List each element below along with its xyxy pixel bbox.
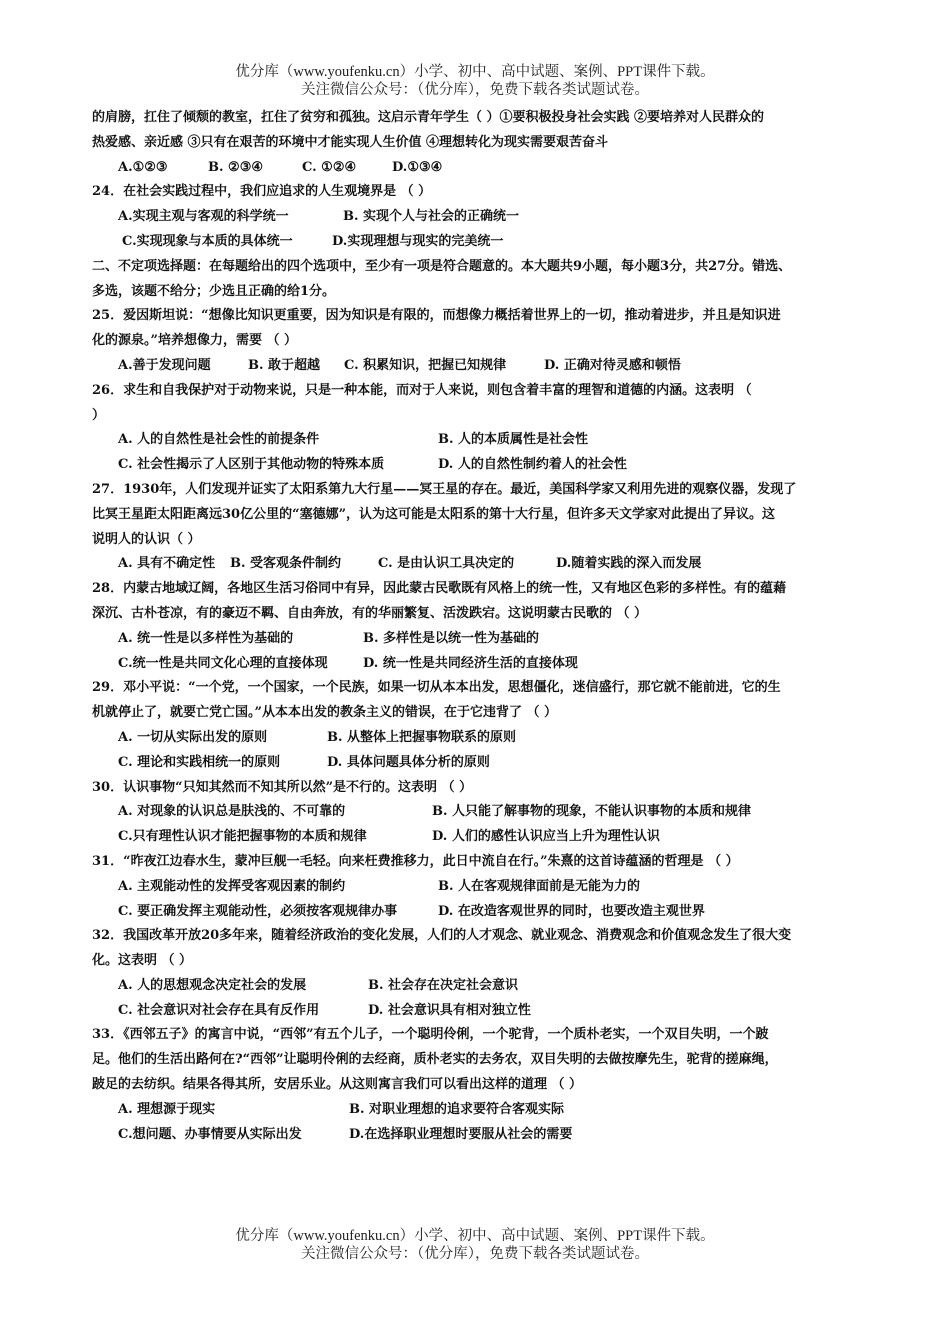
- q27-line-3: 说明人的认识（ ）: [92, 531, 201, 547]
- q27-line-2: 比冥王星距太阳距离远30亿公里的“塞德娜”，认为这可能是太阳系的第十大行星，但许多天文学家对此提出了异议。这: [92, 506, 776, 522]
- q31-options-row-1: [92, 875, 882, 900]
- q27-options: [92, 552, 882, 577]
- q29-option-d: D. 具体问题具体分析的原则: [327, 754, 490, 770]
- q29-option-a: A. 一切从实际出发的原则: [118, 729, 268, 745]
- q31-option-b: B. 人在客观规律面前是无能为力的: [438, 878, 641, 894]
- q30-option-b: B. 人只能了解事物的现象，不能认识事物的本质和规律: [432, 804, 752, 820]
- footer-line-2: 关注微信公众号：（优分库），免费下载各类试题试卷。: [301, 1246, 649, 1262]
- q25-option-d: D. 正确对待灵感和顿悟: [544, 357, 681, 373]
- page-footer: [0, 1227, 950, 1263]
- q26-option-c: C. 社会性揭示了人区别于其他动物的特殊本质: [118, 457, 385, 473]
- q24-option-c: C.实现现象与本质的具体统一: [122, 233, 293, 249]
- q25-line-2: 化的源泉。”培养想像力，需要 （ ）: [92, 333, 298, 349]
- q24-option-b: B. 实现个人与社会的正确统一: [343, 209, 520, 225]
- q32-option-a: A. 人的思想观念决定社会的发展: [118, 977, 307, 993]
- q33-option-c: C.想问题、办事情要从实际出发: [118, 1126, 302, 1142]
- q28-options-row-2: [92, 652, 882, 677]
- q33-options-row-1: [92, 1098, 882, 1123]
- q26-option-a: A. 人的自然性是社会性的前提条件: [118, 432, 320, 448]
- q23-option-b: B. ②③④: [208, 159, 264, 175]
- page-header: [0, 63, 950, 99]
- q31-option-c: C. 要正确发挥主观能动性，必须按客观规律办事: [118, 903, 398, 919]
- q26-option-b: B. 人的本质属性是社会性: [438, 432, 589, 448]
- q29-options-row-1: [92, 726, 882, 751]
- q25-option-b: B. 敢于超越: [248, 357, 321, 373]
- q32-line-2: 化。这表明 （ ）: [92, 953, 193, 969]
- q27-option-b: B. 受客观条件制约: [230, 556, 342, 572]
- q24-stem: 24．在社会实践过程中，我们应追求的人生观境界是 （ ）: [92, 184, 432, 200]
- q33-line-3: 跛足的去纺织。结果各得其所，安居乐业。从这则寓言我们可以看出这样的道理 （ ）: [92, 1077, 583, 1093]
- q28-line-1: 28．内蒙古地域辽阔，各地区生活习俗同中有异，因此蒙古民歌既有风格上的统一性，又有地区色彩的多样性。有的蕴藉: [92, 581, 787, 597]
- q29-options-row-2: [92, 751, 882, 776]
- q26-options-row-1: [92, 428, 882, 453]
- q32-option-b: B. 社会存在决定社会意识: [368, 977, 519, 993]
- q31-option-a: A. 主观能动性的发挥受客观因素的制约: [118, 878, 346, 894]
- q33-options-row-2: [92, 1123, 882, 1148]
- q26-options-row-2: [92, 453, 882, 478]
- q24-option-d: D.实现理想与现实的完美统一: [332, 233, 504, 249]
- q28-option-a: A. 统一性是以多样性为基础的: [118, 630, 294, 646]
- q24-options-row-2: [92, 230, 882, 255]
- q30-option-d: D. 人们的感性认识应当上升为理性认识: [432, 829, 660, 845]
- q25-line-1: 25．爱因斯坦说：“想像比知识更重要，因为知识是有限的，而想像力概括着世界上的一切，推动着进步，并且是知识进: [92, 308, 781, 324]
- q32-option-c: C. 社会意识对社会存在具有反作用: [118, 1002, 320, 1018]
- q24-options-row-1: [92, 205, 882, 230]
- q30-options-row-1: [92, 800, 882, 825]
- q32-option-d: D. 社会意识具有相对独立性: [368, 1002, 531, 1018]
- q28-option-d: D. 统一性是共同经济生活的直接体现: [363, 655, 578, 671]
- q30-option-c: C.只有理性认识才能把握事物的本质和规律: [118, 829, 367, 845]
- q25-options: [92, 354, 882, 379]
- q32-options-row-1: [92, 974, 882, 999]
- q27-line-1: 27．1930年，人们发现并证实了太阳系第九大行星——冥王星的存在。最近，美国科学家又利用先进的观察仪器，发现了: [92, 481, 797, 497]
- q27-option-a: A. 具有不确定性: [118, 556, 216, 572]
- q33-line-1: 33．《西邻五子》的寓言中说，“西邻”有五个儿子，一个聪明伶俐，一个驼背，一个质朴老实，一个双目失明，一个跛: [92, 1027, 769, 1043]
- q23-option-c: C. ①②④: [302, 159, 357, 175]
- q26-line-2: ）: [92, 407, 106, 423]
- q33-option-a: A. 理想源于现实: [118, 1101, 216, 1117]
- q25-option-a: A.善于发现问题: [118, 357, 211, 373]
- header-line-1: 优分库（www.youfenku.cn）小学、初中、高中试题、案例、PPT课件下载。: [235, 64, 715, 80]
- q23-line-1: 的肩膀，扛住了倾颓的教室，扛住了贫穷和孤独。这启示青年学生（ ）①要积极投身社会实践 ②要培养对人民群众的: [92, 110, 765, 125]
- q24-option-a: A.实现主观与客观的科学统一: [118, 209, 289, 225]
- section-2-instructions: 多选，该题不给分；少选且正确的给1分。: [92, 283, 336, 299]
- q26-option-d: D. 人的自然性制约着人的社会性: [438, 457, 627, 473]
- q29-line-2: 机就停止了，就要亡党亡国。”从本本出发的教条主义的错误，在于它违背了 （ ）: [92, 705, 558, 721]
- footer-line-1: 优分库（www.youfenku.cn）小学、初中、高中试题、案例、PPT课件下载。: [235, 1228, 715, 1244]
- exam-content: [92, 106, 882, 1147]
- q25-option-c: C. 积累知识，把握已知规律: [344, 357, 507, 373]
- q27-option-d: D.随着实践的深入而发展: [556, 556, 702, 572]
- q28-line-2: 深沉、古朴苍凉，有的豪迈不羁、自由奔放，有的华丽繁复、活泼跌宕。这说明蒙古民歌的 （ ）: [92, 605, 648, 621]
- q30-option-a: A. 对现象的认识总是肤浅的、不可靠的: [118, 804, 346, 820]
- q33-option-d: D.在选择职业理想时要服从社会的需要: [349, 1126, 573, 1142]
- q28-options-row-1: [92, 627, 882, 652]
- q32-line-1: 32．我国改革开放20多年来，随着经济政治的变化发展，人们的人才观念、就业观念、消费观念和价值观念发生了很大变: [92, 928, 792, 944]
- q29-option-b: B. 从整体上把握事物联系的原则: [327, 729, 517, 745]
- q26-line-1: 26．求生和自我保护对于动物来说，只是一种本能，而对于人来说，则包含着丰富的理智和道德的内涵。这表明 （: [92, 382, 752, 398]
- q28-option-b: B. 多样性是以统一性为基础的: [363, 630, 540, 646]
- section-2-heading: 二、不定项选择题：在每题给出的四个选项中，至少有一项是符合题意的。本大题共9小题，每小题3分，共27分。错选、: [92, 258, 792, 274]
- q28-option-c: C.统一性是共同文化心理的直接体现: [118, 655, 328, 671]
- q33-line-2: 足。他们的生活出路何在?“西邻”让聪明伶俐的去经商，质朴老实的去务农，双目失明的去做按摩先生，驼背的搓麻绳，: [92, 1052, 778, 1068]
- q23-options: [92, 156, 882, 181]
- q31-options-row-2: [92, 900, 882, 925]
- q33-option-b: B. 对职业理想的追求要符合客观实际: [349, 1101, 565, 1117]
- q23-line-2: 热爱感、亲近感 ③只有在艰苦的环境中才能实现人生价值 ④理想转化为现实需要艰苦奋斗: [92, 134, 609, 150]
- q32-options-row-2: [92, 999, 882, 1024]
- q23-option-a: A.①②③: [118, 159, 168, 175]
- q31-option-d: D. 在改造客观世界的同时，也要改造主观世界: [438, 903, 705, 919]
- q23-option-d: D.①③④: [392, 159, 443, 175]
- q30-stem: 30．认识事物“只知其然而不知其所以然”是不行的。这表明 （ ）: [92, 779, 473, 795]
- q29-option-c: C. 理论和实践相统一的原则: [118, 754, 281, 770]
- q27-option-c: C. 是由认识工具决定的: [378, 556, 515, 572]
- header-line-2: 关注微信公众号：（优分库），免费下载各类试题试卷。: [301, 82, 649, 98]
- q29-line-1: 29．邓小平说：“一个党，一个国家，一个民族，如果一切从本本出发，思想僵化，迷信盛行，那它就不能前进，它的生: [92, 680, 781, 696]
- q30-options-row-2: [92, 825, 882, 850]
- q31-stem: 31．“昨夜江边春水生，蒙冲巨舰一毛轻。向来枉费推移力，此日中流自在行。”朱熹的这首诗蕴涵的哲理是 （ ）: [92, 853, 739, 869]
